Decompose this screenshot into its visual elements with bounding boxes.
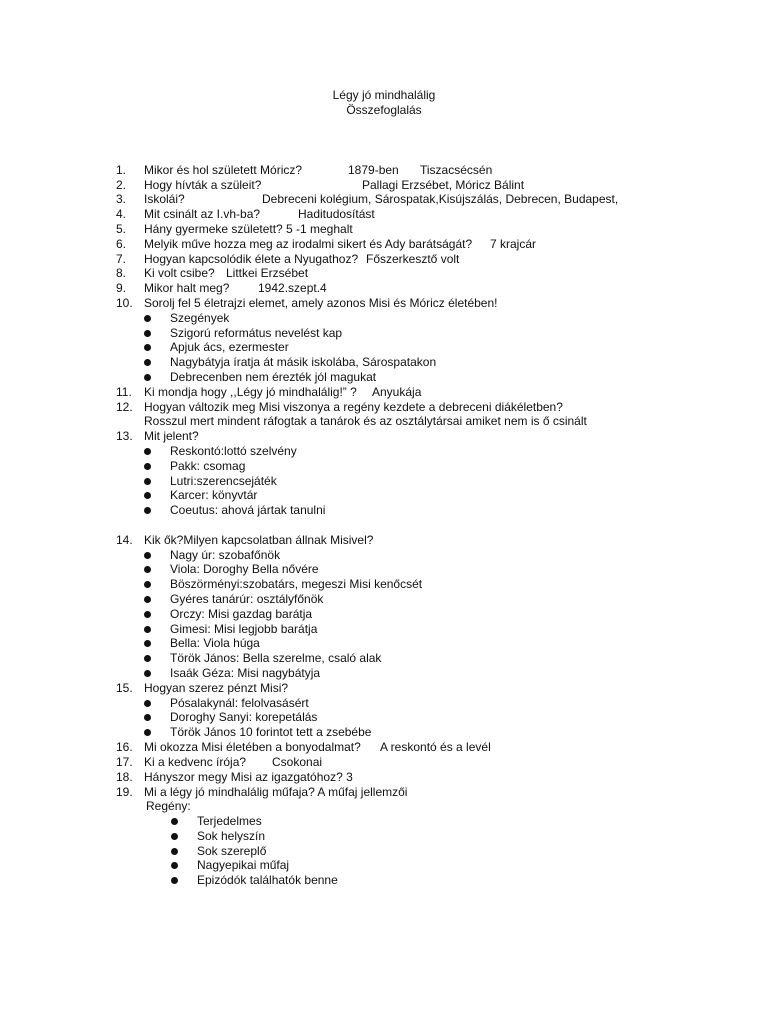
bullet-icon xyxy=(171,862,178,869)
list-item-text: Orczy: Misi gazdag barátja xyxy=(170,607,313,621)
bullet-icon xyxy=(144,330,151,337)
list-item-text: Coeutus: ahová jártak tanulni xyxy=(170,503,326,517)
question-number: 10. xyxy=(116,296,133,310)
question-number: 6. xyxy=(116,237,127,251)
document-subtitle: Összefoglalás xyxy=(346,103,422,117)
list-item-text: Pakk: csomag xyxy=(170,459,246,473)
answer-text: Regény: xyxy=(146,799,191,813)
answer-text: 1879-ben xyxy=(348,163,399,177)
bullet-icon xyxy=(144,344,151,351)
question-text: Mikor és hol született Móricz? xyxy=(144,163,303,177)
bullet-icon xyxy=(144,359,151,366)
question-text: Mi a légy jó mindhalálig műfaja? A műfaj jellemzői xyxy=(144,785,408,799)
list-item-text: Török János: Bella szerelme, csaló alak xyxy=(170,651,382,665)
question-number: 7. xyxy=(116,252,127,266)
answer-text: Csokonai xyxy=(272,755,323,769)
question-text: Mit csinált az I.vh-ba? xyxy=(144,207,261,221)
bullet-icon xyxy=(144,655,151,662)
question-number: 9. xyxy=(116,281,127,295)
bullet-icon xyxy=(144,729,151,736)
answer-text: Littkei Erzsébet xyxy=(226,266,309,280)
bullet-icon xyxy=(144,374,151,381)
bullet-icon xyxy=(144,640,151,647)
question-text: Melyik műve hozza meg az irodalmi sikert és Ady barátságát? xyxy=(144,237,473,251)
question-text: Iskolái? xyxy=(144,192,185,206)
bullet-icon xyxy=(144,611,151,618)
question-text: Hogyan változik meg Misi viszonya a regény kezdete a debreceni diákéletben? xyxy=(144,400,563,414)
question-number: 12. xyxy=(116,400,133,414)
answer-text: Pallagi Erzsébet, Móricz Bálint xyxy=(362,178,525,192)
list-item-text: Epizódók találhatók benne xyxy=(197,873,338,887)
question-number: 16. xyxy=(116,740,133,754)
answer-text: 7 krajcár xyxy=(490,237,537,251)
question-text: Hogyan szerez pénzt Misi? xyxy=(144,681,289,695)
document-title: Légy jó mindhalálig xyxy=(332,88,436,102)
list-item-text: Reskontó:lottó szelvény xyxy=(170,444,297,458)
question-number: 11. xyxy=(116,385,132,399)
bullet-icon xyxy=(144,492,151,499)
answer-text: Főszerkesztő volt xyxy=(366,252,460,266)
question-text: Kik ők?Milyen kapcsolatban állnak Misivel? xyxy=(144,533,374,547)
question-number: 8. xyxy=(116,266,127,280)
bullet-icon xyxy=(144,448,151,455)
question-number: 18. xyxy=(116,770,133,784)
question-number: 19. xyxy=(116,785,133,799)
list-item-text: Nagy úr: szobafőnök xyxy=(170,548,281,562)
question-number: 17. xyxy=(116,755,133,769)
bullet-icon xyxy=(144,552,151,559)
bullet-icon xyxy=(144,463,151,470)
bullet-icon xyxy=(144,507,151,514)
question-text: Ki volt csibe? xyxy=(144,266,215,280)
bullet-icon xyxy=(144,581,151,588)
question-text: Hogy hívták a szüleit? xyxy=(144,178,262,192)
list-item-text: Nagybátyja íratja át másik iskolába, Sárospatakon xyxy=(170,355,437,369)
question-text: Mi okozza Misi életében a bonyodalmat? xyxy=(144,740,361,754)
list-item-text: Nagyepikai műfaj xyxy=(197,858,290,872)
bullet-icon xyxy=(144,670,151,677)
list-item-text: Doroghy Sanyi: korepetálás xyxy=(170,710,318,724)
list-item-text: Pósalakynál: felolvasásért xyxy=(170,696,309,710)
bullet-icon xyxy=(144,478,151,485)
question-number: 1. xyxy=(116,163,127,177)
answer-text: 1942.szept.4 xyxy=(258,281,327,295)
question-text: Sorolj fel 5 életrajzi elemet, amely azonos Misi és Móricz életében! xyxy=(144,296,498,310)
question-text: Ki mondja hogy ,,Légy jó mindhalálig!” ? xyxy=(144,385,357,399)
question-text: Hogyan kapcsolódik élete a Nyugathoz? xyxy=(144,252,359,266)
bullet-icon xyxy=(171,833,178,840)
bullet-icon xyxy=(171,818,178,825)
list-item-text: Böszörményi:szobatárs, megeszi Misi kenőcsét xyxy=(170,577,423,591)
answer-text: Haditudosítást xyxy=(298,207,375,221)
question-number: 15. xyxy=(116,681,133,695)
bullet-icon xyxy=(144,596,151,603)
bullet-icon xyxy=(144,315,151,322)
list-item-text: Viola: Doroghy Bella nővére xyxy=(170,562,319,576)
list-item-text: Török János 10 forintot tett a zsebébe xyxy=(170,725,372,739)
bullet-icon xyxy=(171,877,178,884)
bullet-icon xyxy=(144,700,151,707)
list-item-text: Gyéres tanárúr: osztályfőnök xyxy=(170,592,324,606)
answer-text: Anyukája xyxy=(372,385,422,399)
question-text: Hány gyermeke született? xyxy=(144,222,283,236)
question-number: 2. xyxy=(116,178,127,192)
list-item-text: Sok helyszín xyxy=(197,829,266,843)
question-number: 13. xyxy=(116,429,133,443)
question-number: 14. xyxy=(116,533,133,547)
list-item-text: Lutri:szerencsejáték xyxy=(170,474,277,488)
question-number: 5. xyxy=(116,222,127,236)
question-text: Mikor halt meg? xyxy=(144,281,230,295)
bullet-icon xyxy=(171,848,178,855)
bullet-icon xyxy=(144,714,151,721)
question-number: 4. xyxy=(116,207,127,221)
list-item-text: Isaák Géza: Misi nagybátyja xyxy=(170,666,321,680)
question-text: Mit jelent? xyxy=(144,429,199,443)
list-item-text: Debrecenben nem érezték jól magukat xyxy=(170,370,377,384)
list-item-text: Apjuk ács, ezermester xyxy=(170,340,289,354)
list-item-text: Bella: Viola húga xyxy=(170,636,260,650)
question-text: Hányszor megy Misi az igazgatóhoz? 3 xyxy=(144,770,353,784)
list-item-text: Gimesi: Misi legjobb barátja xyxy=(170,622,318,636)
list-item-text: Sok szereplő xyxy=(197,844,267,858)
answer-text: Rosszul mert mindent ráfogtak a tanárok és az osztálytársai amiket nem is ő csinált xyxy=(144,414,587,428)
list-item-text: Szegények xyxy=(170,311,230,325)
list-item-text: Karcer: könyvtár xyxy=(170,488,258,502)
answer-text: Tiszacsécsén xyxy=(420,163,493,177)
answer-text: A reskontó és a levél xyxy=(380,740,491,754)
list-item-text: Terjedelmes xyxy=(197,814,262,828)
answer-text: Debreceni kolégium, Sárospatak,Kisújszálás, Debrecen, Budapest, xyxy=(262,192,619,206)
question-number: 3. xyxy=(116,192,127,206)
question-text: Ki a kedvenc írója? xyxy=(144,755,247,769)
list-item-text: Szigorú református nevelést kap xyxy=(170,326,343,340)
answer-text: 5 -1 meghalt xyxy=(286,222,353,236)
bullet-icon xyxy=(144,626,151,633)
bullet-icon xyxy=(144,566,151,573)
